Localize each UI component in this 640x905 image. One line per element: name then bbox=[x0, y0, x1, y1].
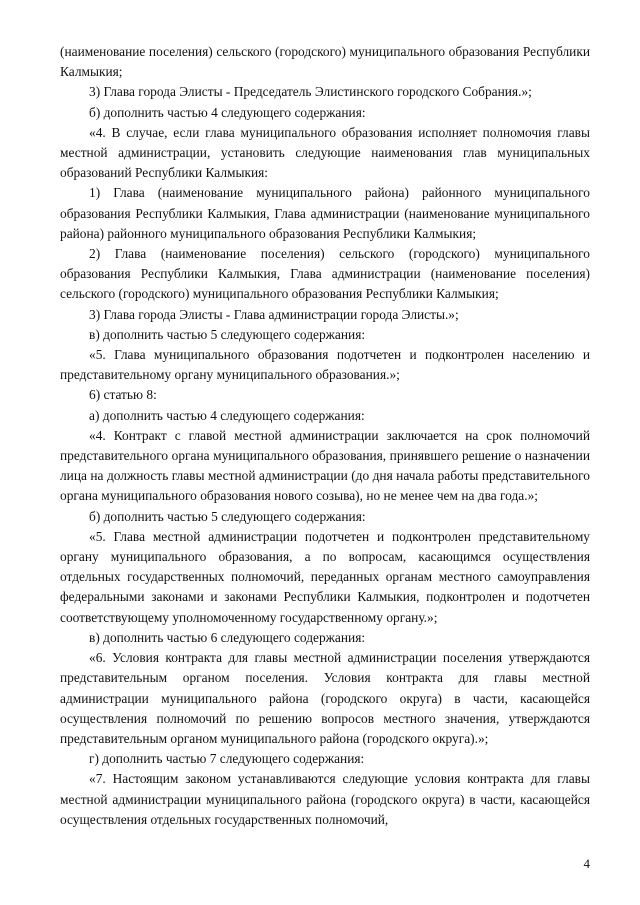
page-number: 4 bbox=[583, 856, 590, 871]
document-body bbox=[60, 42, 590, 830]
paragraph: б) дополнить частью 5 следующего содержания: bbox=[89, 508, 366, 524]
paragraph: «7. Настоящим законом устанавливаются следующие условия контракта для главы местной администрации муниципального района (городского округа) в части, касающейся осуществления отдельных государственных полномочий, bbox=[60, 771, 590, 827]
paragraph: «4. В случае, если глава муниципального образования исполняет полномочия главы местной администрации, установить следующие наименования глав муниципальных образований Республики Калмыкия: bbox=[60, 124, 590, 181]
paragraph: в) дополнить частью 6 следующего содержания: bbox=[89, 629, 366, 645]
paragraph: 3) Глава города Элисты - Председатель Элистинского городского Собрания.»; bbox=[89, 84, 532, 100]
paragraph: (наименование поселения) сельского (городского) муниципального образования Республики Калмыкия; bbox=[60, 44, 590, 80]
paragraph: «5. Глава муниципального образования подотчетен и подконтролен населению и представительному органу муниципального образования.»; bbox=[60, 347, 590, 383]
paragraph: а) дополнить частью 4 следующего содержания: bbox=[89, 407, 365, 423]
paragraph: 2) Глава (наименование поселения) сельского (городского) муниципального образования Республики Калмыкия, Глава администрации (наименование поселения) сельского (городского) муниципального образования Республики Калмыкия; bbox=[60, 246, 590, 302]
paragraph: г) дополнить частью 7 следующего содержания: bbox=[89, 751, 365, 767]
paragraph: в) дополнить частью 5 следующего содержания: bbox=[89, 326, 366, 342]
paragraph: б) дополнить частью 4 следующего содержания: bbox=[89, 104, 366, 120]
paragraph: «4. Контракт с главой местной администрации заключается на срок полномочий представительного органа муниципального образования, принявшего решение о назначении лица на должность главы местной администрации (до дня начала работы представительного органа муниципального образования нового созыва), но не менее чем на два года.»; bbox=[60, 427, 590, 504]
paragraph: 6) статью 8: bbox=[89, 387, 157, 403]
paragraph: «5. Глава местной администрации подотчетен и подконтролен представительному органу муниципального образования, а по вопросам, касающимся осуществления отдельных государственных полномочий, переданных органам местного самоуправления федеральными законами и законами Республики Калмыкия, подконтролен и подотчетен соответствующему уполномоченному государственному органу.»; bbox=[60, 528, 590, 625]
paragraph: «6. Условия контракта для главы местной администрации поселения утверждаются представительным органом поселения. Условия контракта для главы местной администрации муниципального района (городского округа) в части, касающейся осуществления полномочий по решению вопросов местного значения, утверждаются представительным органом муниципального района (городского округа).»; bbox=[60, 650, 590, 746]
paragraph: 1) Глава (наименование муниципального района) районного муниципального образования Республики Калмыкия, Глава администрации (наименование муниципального района) районного муниципального образования Республики Калмыкия; bbox=[60, 185, 590, 241]
paragraph: 3) Глава города Элисты - Глава администрации города Элисты.»; bbox=[89, 306, 459, 322]
